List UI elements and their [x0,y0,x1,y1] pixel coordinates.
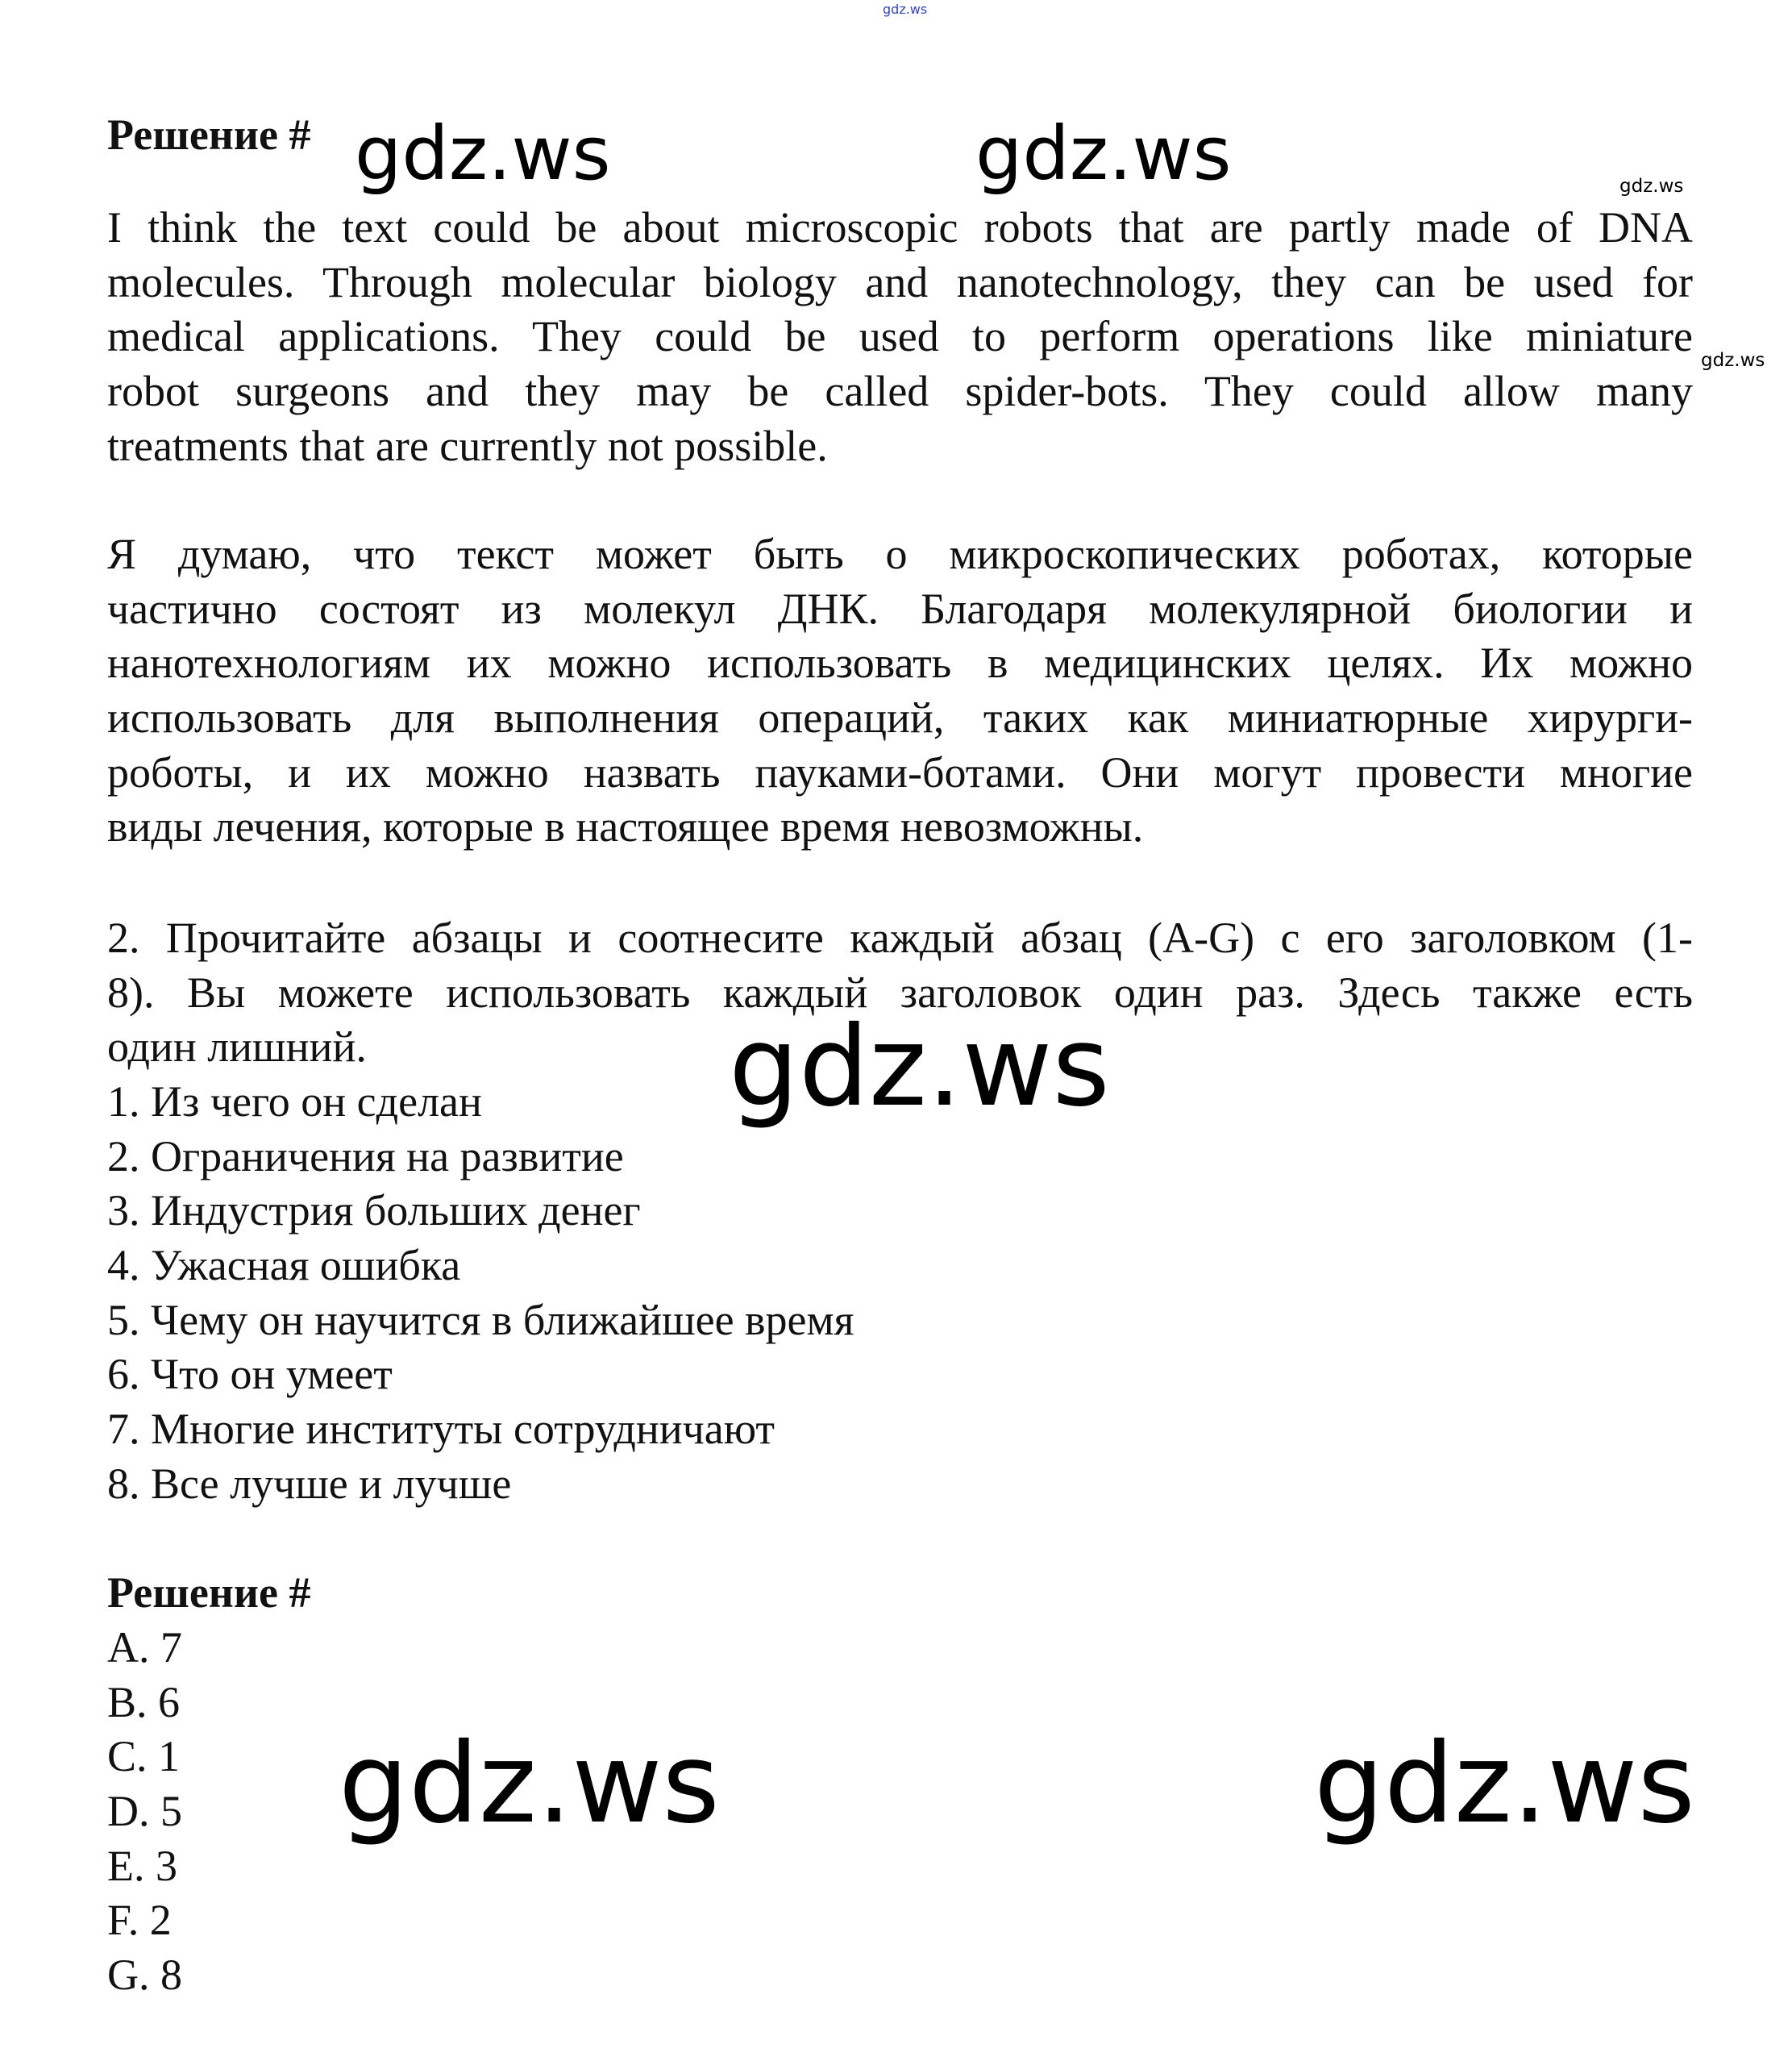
watermark: gdz.ws [339,1720,720,1848]
answer-item: A. 7 [107,1623,182,1672]
answer-item: G. 8 [107,1951,182,2000]
list-item: 6. Что он умеет [107,1350,393,1399]
list-item: 8. Все лучше и лучше [107,1459,512,1508]
watermark-top: gdz.ws [883,2,928,17]
russian-paragraph [107,527,1693,855]
paragraph-line: medical applications. They could be used to perform operations like miniature [107,312,1693,361]
english-paragraph [107,201,1693,473]
list-item: 1. Из чего он сделан [107,1077,482,1126]
task-line: 8). Вы можете использовать каждый заголовок один раз. Здесь также есть [107,968,1693,1017]
answer-item: C. 1 [107,1732,181,1781]
list-item: 3. Индустрия больших денег [107,1186,641,1235]
heading-text: Решение # [107,110,311,159]
watermark-small: gdz.ws [1619,176,1684,197]
paragraph-line: виды лечения, которые в настоящее время невозможны. [107,802,1144,851]
task-line: один лишний. [107,1022,367,1072]
headings-list [107,1075,1693,1512]
list-item: 2. Ограничения на развитие [107,1131,624,1180]
watermark: gdz.ws [355,110,611,197]
solution-heading-2 [107,1566,1693,1621]
paragraph-line: molecules. Through molecular biology and nanotechnology, they can be used for [107,257,1693,306]
list-item: 5. Чему он научится в ближайшее время [107,1295,854,1344]
answer-item: E. 3 [107,1841,177,1890]
watermark: gdz.ws [975,110,1232,197]
watermark: gdz.ws [1314,1720,1695,1848]
answer-item: D. 5 [107,1787,182,1836]
heading-text: Решение # [107,1568,311,1617]
paragraph-line: частично состоят из молекул ДНК. Благодаря молекулярной биологии и [107,584,1693,633]
paragraph-line: Я думаю, что текст может быть о микроскопических роботах, которые [107,530,1693,578]
answer-item: F. 2 [107,1896,172,1945]
paragraph-line: robot surgeons and they may be called spider-bots. They could allow many [107,367,1693,416]
answer-item: B. 6 [107,1677,181,1726]
watermark-small: gdz.ws [1701,350,1765,371]
paragraph-line: нанотехнологиям их можно использовать в медицинских целях. Их можно [107,639,1693,688]
list-item: 4. Ужасная ошибка [107,1241,461,1290]
task-line: 2. Прочитайте абзацы и соотнесите каждый абзац (A-G) с его заголовком (1- [107,914,1693,962]
watermark: gdz.ws [729,1003,1110,1131]
paragraph-line: treatments that are currently not possible. [107,421,828,470]
paragraph-line: роботы, и их можно назвать пауками-ботами. Они могут провести многие [107,747,1693,797]
paragraph-line: использовать для выполнения операций, таких как миниатюрные хирурги- [107,693,1693,743]
paragraph-line: I think the text could be about microscopic robots that are partly made of DNA [107,203,1693,252]
solution-heading-1 [107,108,1693,163]
list-item: 7. Многие институты сотрудничают [107,1405,775,1454]
